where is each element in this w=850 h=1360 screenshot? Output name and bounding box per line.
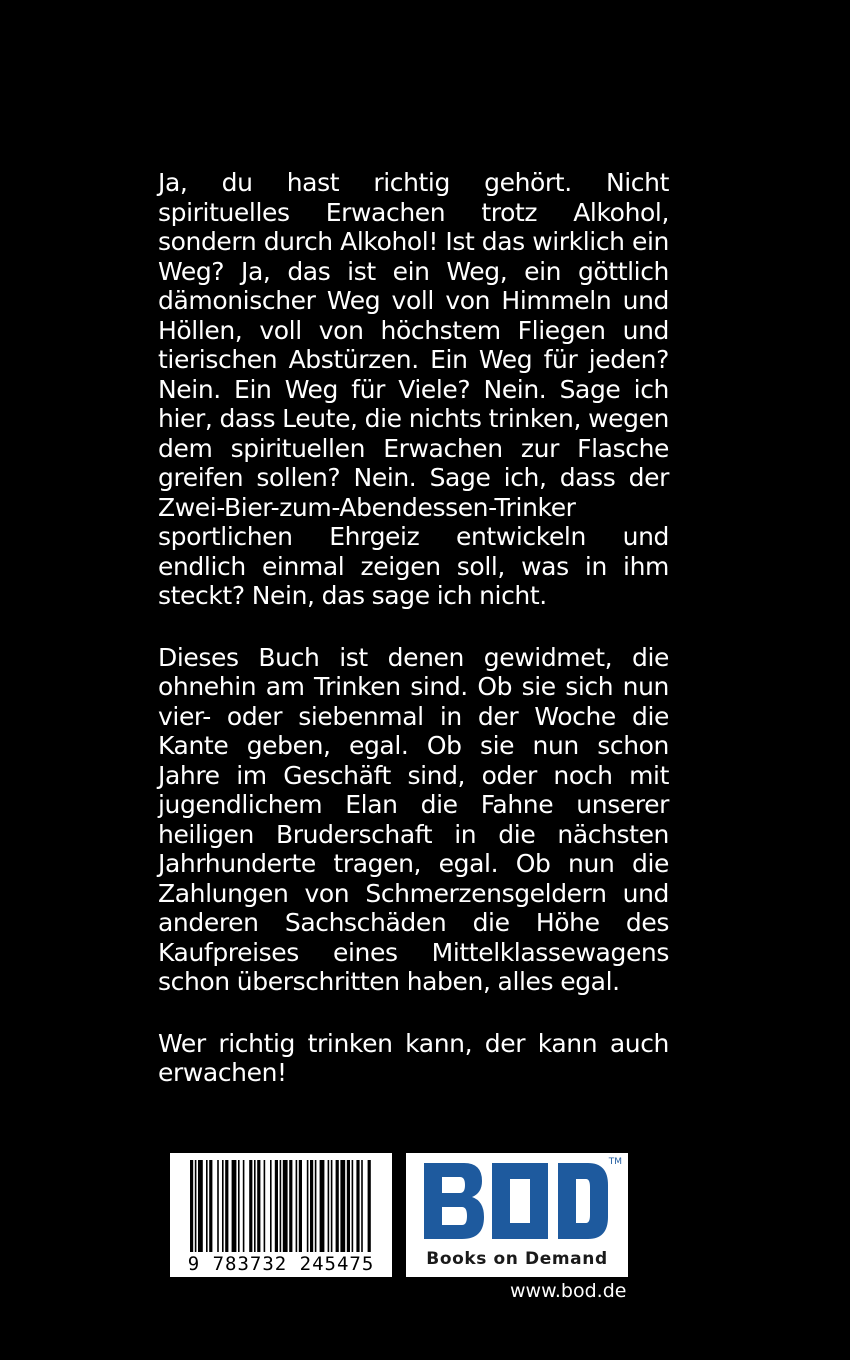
isbn-number: 9 783732 245475 [187,1253,375,1275]
trademark-mark: TM [608,1157,622,1167]
barcode-icon [188,1160,374,1252]
publisher-logo-box [406,1153,628,1277]
blurb-paragraph-1: Ja, du hast richtig gehört. Nicht spirituelles Erwachen trotz Alkohol, sondern durch Alkohol! Ist das wirklich ein Weg? Ja, das ist ein Weg, ein göttlich dämonischer Weg voll von Himmeln und Höllen, voll von höchstem Fliegen und tierischen Abstürzen. Ein Weg für jeden? Nein. Ein Weg für Viele? Nein. Sage ich hier, dass Leute, die nichts trinken, wegen dem spirituellen Erwachen zur Flasche greifen sollen? Nein. Sage ich, dass der Zwei-Bier-zum-Abendessen-Trinker sportlichen Ehrgeiz entwickeln und endlich einmal zeigen soll, was in ihm steckt? Nein, das sage ich nicht. [158,168,669,610]
blurb-paragraph-2: Dieses Buch ist denen gewidmet, die ohnehin am Trinken sind. Ob sie sich nun vier- oder siebenmal in der Woche die Kante geben, egal. Ob sie nun schon Jahre im Geschäft sind, oder noch mit jugendlichem Elan die Fahne unserer heiligen Bruderschaft in die nächsten Jahrhunderte tragen, egal. Ob nun die Zahlungen von Schmerzensgeldern und anderen Sachschäden die Höhe des Kaufpreises eines Mittelklassewagens schon überschritten haben, alles egal. [158,642,669,996]
publisher-tagline: Books on Demand [426,1249,608,1269]
bod-logo-icon [420,1159,614,1247]
publisher-url: www.bod.de [510,1280,627,1302]
blurb-text [158,168,669,1120]
isbn-barcode [170,1153,392,1277]
blurb-paragraph-3: Wer richtig trinken kann, der kann auch erwachen! [158,1028,669,1087]
